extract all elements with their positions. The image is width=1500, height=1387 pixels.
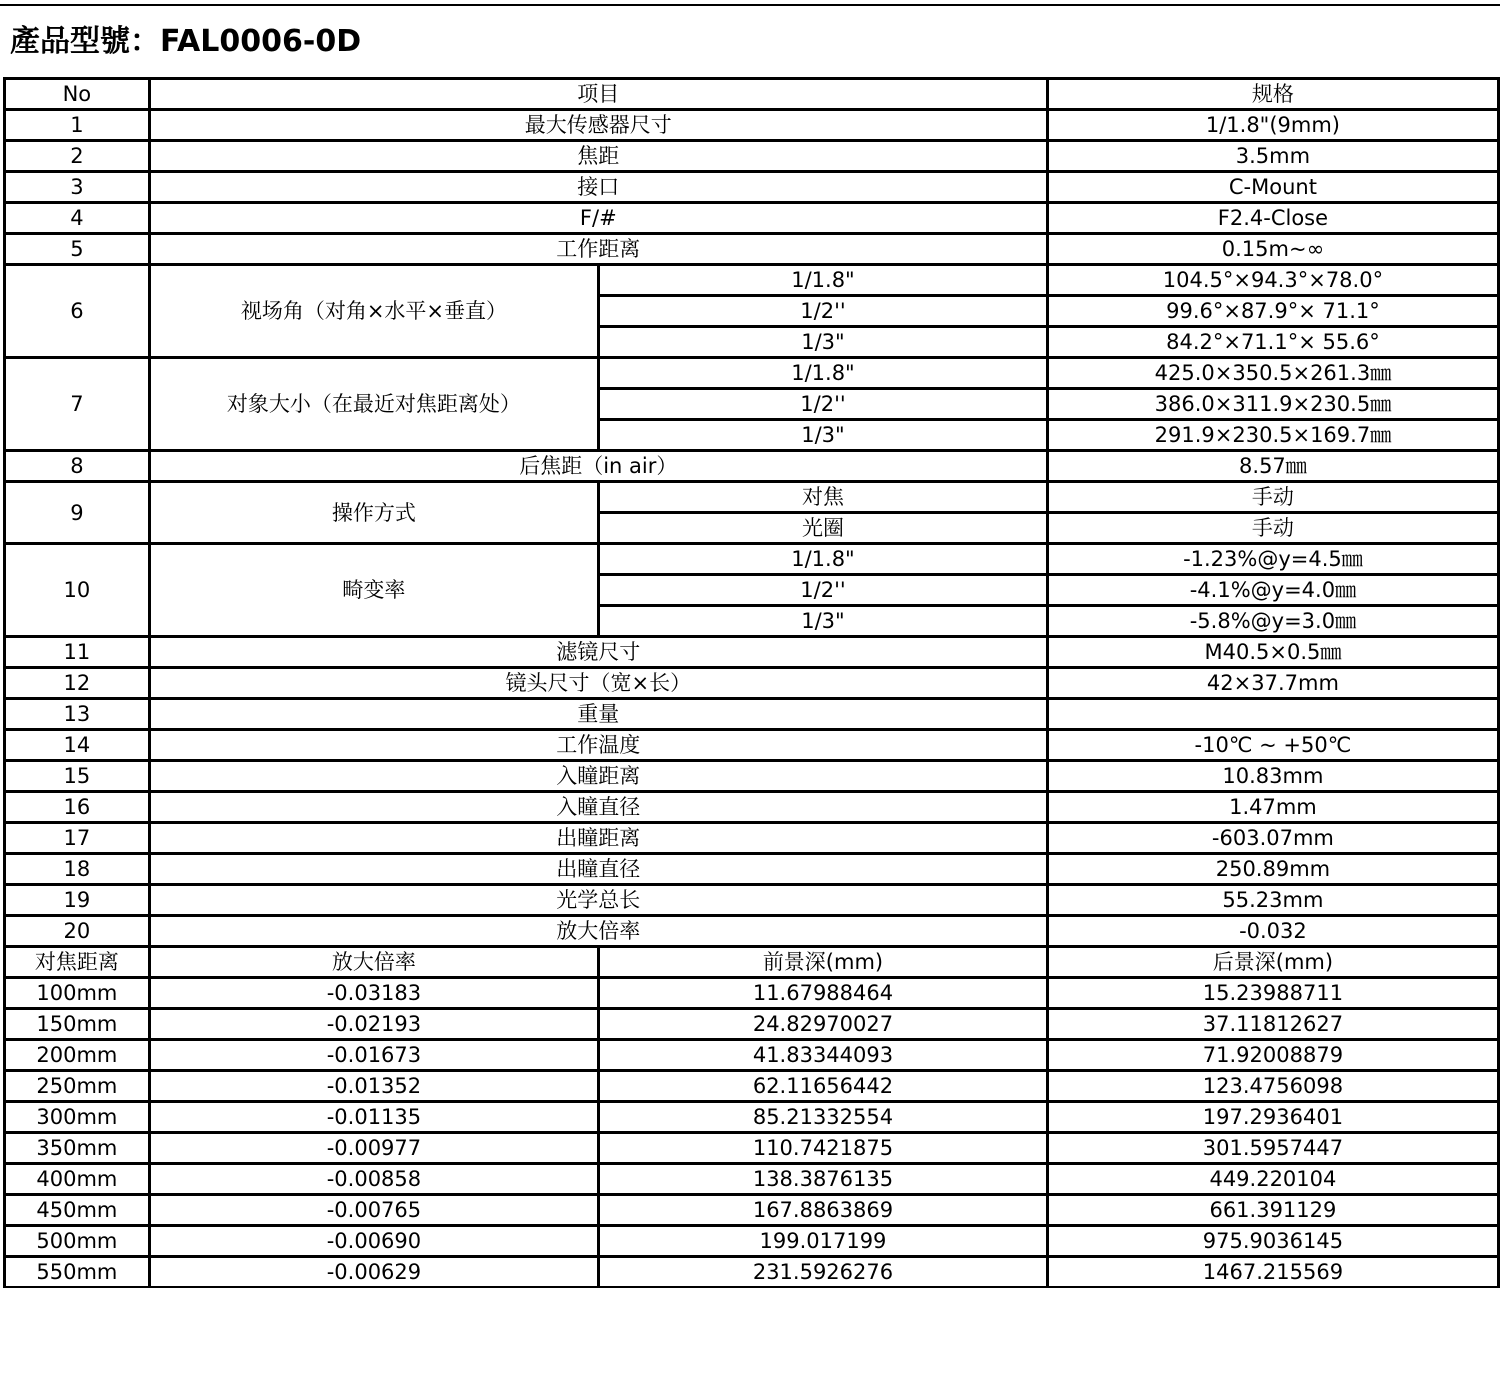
item-name: 工作距离: [149, 234, 1047, 265]
dof-row: [5, 1164, 1499, 1195]
header-spec: 规格: [1047, 79, 1498, 110]
item-name: 接口: [149, 172, 1047, 203]
row-number: 7: [5, 358, 150, 451]
sub-label: 1/2'': [599, 296, 1048, 327]
spec-value: [1047, 699, 1498, 730]
dof-rear: 15.23988711: [1047, 978, 1498, 1009]
spec-sub-row: [5, 265, 1499, 296]
spec-value: 10.83mm: [1047, 761, 1498, 792]
row-number: 3: [5, 172, 150, 203]
item-name: F/#: [149, 203, 1047, 234]
row-number: 1: [5, 110, 150, 141]
dof-front: 110.7421875: [599, 1133, 1048, 1164]
spec-row: [5, 451, 1499, 482]
row-number: 15: [5, 761, 150, 792]
spec-value: 104.5°×94.3°×78.0°: [1047, 265, 1498, 296]
dof-magnification: -0.00765: [149, 1195, 598, 1226]
dof-front: 24.82970027: [599, 1009, 1048, 1040]
spec-value: 99.6°×87.9°× 71.1°: [1047, 296, 1498, 327]
row-number: 8: [5, 451, 150, 482]
spec-value: 1.47mm: [1047, 792, 1498, 823]
dof-distance: 450mm: [5, 1195, 150, 1226]
dof-row: [5, 1226, 1499, 1257]
row-number: 20: [5, 916, 150, 947]
dof-magnification: -0.01352: [149, 1071, 598, 1102]
dof-row: [5, 1102, 1499, 1133]
dof-distance: 250mm: [5, 1071, 150, 1102]
dof-distance: 550mm: [5, 1257, 150, 1288]
item-name: 视场角（对角×水平×垂直）: [149, 265, 598, 358]
row-number: 19: [5, 885, 150, 916]
dof-distance: 100mm: [5, 978, 150, 1009]
row-number: 6: [5, 265, 150, 358]
dof-rear: 123.4756098: [1047, 1071, 1498, 1102]
dof-rear: 197.2936401: [1047, 1102, 1498, 1133]
spec-row: [5, 854, 1499, 885]
row-number: 12: [5, 668, 150, 699]
spec-row: [5, 203, 1499, 234]
dof-magnification: -0.01673: [149, 1040, 598, 1071]
dof-distance: 200mm: [5, 1040, 150, 1071]
dof-magnification: -0.01135: [149, 1102, 598, 1133]
row-number: 14: [5, 730, 150, 761]
dof-magnification: -0.00629: [149, 1257, 598, 1288]
dof-row: [5, 1040, 1499, 1071]
spec-row: [5, 792, 1499, 823]
dof-row: [5, 978, 1499, 1009]
dof-front: 62.11656442: [599, 1071, 1048, 1102]
spec-row: [5, 916, 1499, 947]
dof-row: [5, 1133, 1499, 1164]
item-name: 入瞳直径: [149, 792, 1047, 823]
row-number: 4: [5, 203, 150, 234]
item-name: 出瞳距离: [149, 823, 1047, 854]
spec-value: 8.57㎜: [1047, 451, 1498, 482]
dof-rear: 301.5957447: [1047, 1133, 1498, 1164]
row-number: 17: [5, 823, 150, 854]
page-title: 產品型號：FAL0006-0D: [10, 24, 362, 59]
header-no: No: [5, 79, 150, 110]
sub-label: 1/2'': [599, 389, 1048, 420]
item-name: 最大传感器尺寸: [149, 110, 1047, 141]
item-name: 焦距: [149, 141, 1047, 172]
spec-row: [5, 761, 1499, 792]
spec-row: [5, 110, 1499, 141]
dof-row: [5, 1195, 1499, 1226]
dof-magnification: -0.00858: [149, 1164, 598, 1195]
spec-value: -0.032: [1047, 916, 1498, 947]
dof-magnification: -0.03183: [149, 978, 598, 1009]
item-name: 对象大小（在最近对焦距离处）: [149, 358, 598, 451]
spec-value: F2.4-Close: [1047, 203, 1498, 234]
dof-front: 11.67988464: [599, 978, 1048, 1009]
dof-rear: 975.9036145: [1047, 1226, 1498, 1257]
top-rule: [0, 4, 1500, 6]
spec-value: 1/1.8"(9mm): [1047, 110, 1498, 141]
item-name: 重量: [149, 699, 1047, 730]
dof-distance: 400mm: [5, 1164, 150, 1195]
spec-value: -10℃ ~ +50℃: [1047, 730, 1498, 761]
dof-header-row: [5, 947, 1499, 978]
header-item: 项目: [149, 79, 1047, 110]
row-number: 13: [5, 699, 150, 730]
dof-front: 167.8863869: [599, 1195, 1048, 1226]
row-number: 18: [5, 854, 150, 885]
item-name: 出瞳直径: [149, 854, 1047, 885]
sub-label: 1/1.8": [599, 358, 1048, 389]
item-name: 滤镜尺寸: [149, 637, 1047, 668]
spec-value: 0.15m~∞: [1047, 234, 1498, 265]
spec-row: [5, 699, 1499, 730]
dof-row: [5, 1009, 1499, 1040]
item-name: 工作温度: [149, 730, 1047, 761]
spec-sub-row: [5, 358, 1499, 389]
spec-row: [5, 730, 1499, 761]
sub-label: 光圈: [599, 513, 1048, 544]
spec-row: [5, 637, 1499, 668]
row-number: 11: [5, 637, 150, 668]
item-name: 光学总长: [149, 885, 1047, 916]
row-number: 16: [5, 792, 150, 823]
item-name: 放大倍率: [149, 916, 1047, 947]
spec-sub-row: [5, 482, 1499, 513]
dof-distance: 150mm: [5, 1009, 150, 1040]
spec-value: -5.8%@y=3.0㎜: [1047, 606, 1498, 637]
spec-value: -603.07mm: [1047, 823, 1498, 854]
dof-magnification: -0.00977: [149, 1133, 598, 1164]
spec-row: [5, 172, 1499, 203]
spec-value: 手动: [1047, 482, 1498, 513]
spec-value: 55.23mm: [1047, 885, 1498, 916]
dof-distance: 350mm: [5, 1133, 150, 1164]
dof-header-front: 前景深(mm): [599, 947, 1048, 978]
item-name: 后焦距（in air）: [149, 451, 1047, 482]
dof-rear: 1467.215569: [1047, 1257, 1498, 1288]
dof-row: [5, 1257, 1499, 1288]
dof-front: 138.3876135: [599, 1164, 1048, 1195]
row-number: 2: [5, 141, 150, 172]
dof-front: 199.017199: [599, 1226, 1048, 1257]
dof-distance: 300mm: [5, 1102, 150, 1133]
item-name: 镜头尺寸（宽×长）: [149, 668, 1047, 699]
item-name: 入瞳距离: [149, 761, 1047, 792]
spec-value: 386.0×311.9×230.5㎜: [1047, 389, 1498, 420]
dof-magnification: -0.00690: [149, 1226, 598, 1257]
spec-sub-row: [5, 544, 1499, 575]
spec-value: -1.23%@y=4.5㎜: [1047, 544, 1498, 575]
spec-table-body: [5, 79, 1499, 1288]
spec-value: 84.2°×71.1°× 55.6°: [1047, 327, 1498, 358]
spec-row: [5, 141, 1499, 172]
spec-row: [5, 823, 1499, 854]
sub-label: 对焦: [599, 482, 1048, 513]
dof-magnification: -0.02193: [149, 1009, 598, 1040]
row-number: 5: [5, 234, 150, 265]
dof-front: 85.21332554: [599, 1102, 1048, 1133]
dof-header-rear: 后景深(mm): [1047, 947, 1498, 978]
dof-row: [5, 1071, 1499, 1102]
dof-distance: 500mm: [5, 1226, 150, 1257]
spec-row: [5, 668, 1499, 699]
spec-value: 手动: [1047, 513, 1498, 544]
spec-value: 291.9×230.5×169.7㎜: [1047, 420, 1498, 451]
sub-label: 1/3": [599, 606, 1048, 637]
row-number: 10: [5, 544, 150, 637]
spec-value: 425.0×350.5×261.3㎜: [1047, 358, 1498, 389]
row-number: 9: [5, 482, 150, 544]
item-name: 畸变率: [149, 544, 598, 637]
spec-value: -4.1%@y=4.0㎜: [1047, 575, 1498, 606]
spec-value: 250.89mm: [1047, 854, 1498, 885]
dof-rear: 661.391129: [1047, 1195, 1498, 1226]
spec-row: [5, 234, 1499, 265]
dof-rear: 71.92008879: [1047, 1040, 1498, 1071]
sub-label: 1/3": [599, 420, 1048, 451]
spec-value: M40.5×0.5㎜: [1047, 637, 1498, 668]
dof-rear: 37.11812627: [1047, 1009, 1498, 1040]
dof-header-distance: 对焦距离: [5, 947, 150, 978]
dof-rear: 449.220104: [1047, 1164, 1498, 1195]
sub-label: 1/2'': [599, 575, 1048, 606]
spec-value: C-Mount: [1047, 172, 1498, 203]
sub-label: 1/3": [599, 327, 1048, 358]
sub-label: 1/1.8": [599, 265, 1048, 296]
dof-front: 231.5926276: [599, 1257, 1048, 1288]
spec-value: 42×37.7mm: [1047, 668, 1498, 699]
spec-row: [5, 885, 1499, 916]
dof-header-magnification: 放大倍率: [149, 947, 598, 978]
header-row: [5, 79, 1499, 110]
spec-value: 3.5mm: [1047, 141, 1498, 172]
spec-table: [3, 77, 1500, 1288]
sub-label: 1/1.8": [599, 544, 1048, 575]
dof-front: 41.83344093: [599, 1040, 1048, 1071]
item-name: 操作方式: [149, 482, 598, 544]
